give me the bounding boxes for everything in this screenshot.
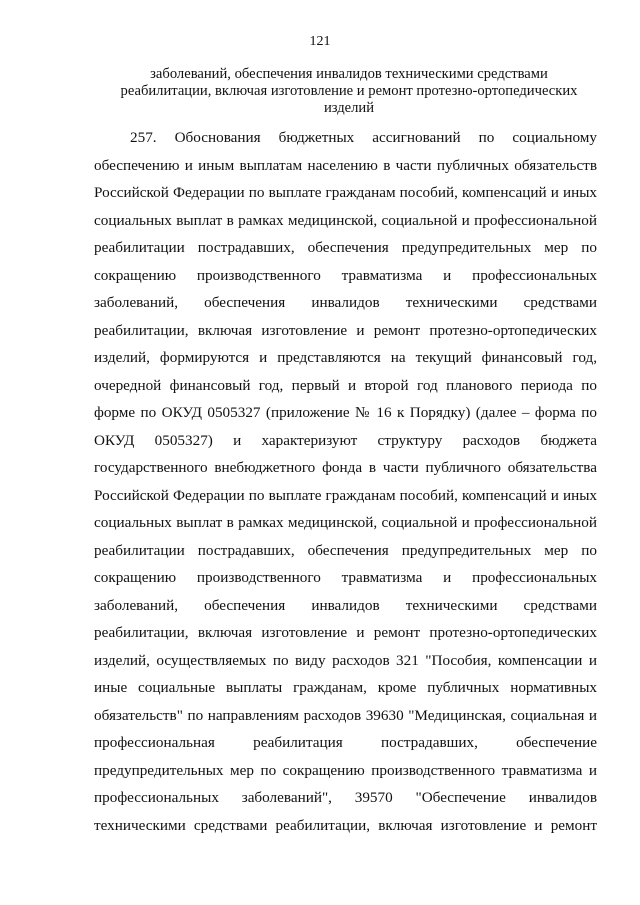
paragraph-line: техническими средствами реабилитации, включая изготовление и ремонт bbox=[94, 816, 597, 834]
paragraph-line: Российской Федерации по выплате гражданам пособий, компенсаций и иных bbox=[94, 184, 597, 201]
heading-line: изделий bbox=[323, 100, 375, 116]
heading-line: заболеваний, обеспечения инвалидов техническими средствами bbox=[150, 66, 548, 82]
paragraph-line: изделий, осуществляемых по виду расходов 321 "Пособия, компенсации и bbox=[94, 651, 597, 669]
paragraph-line: изделий, формируются и представляются на текущий финансовый год, bbox=[94, 349, 597, 366]
paragraph-line: сокращению производственного травматизма и профессиональных bbox=[94, 266, 597, 284]
heading-line: реабилитации, включая изготовление и ремонт протезно-ортопедических bbox=[120, 83, 578, 99]
paragraph-line: заболеваний, обеспечения инвалидов техническими средствами bbox=[94, 294, 597, 311]
paragraph-line: 257. Обоснования бюджетных ассигнований по социальному bbox=[130, 129, 597, 146]
paragraph-line: обеспечению и иным выплатам населению в части публичных обязательств bbox=[94, 156, 597, 174]
paragraph-line: реабилитации, включая изготовление и ремонт протезно-ортопедических bbox=[94, 624, 597, 641]
page-number: 121 bbox=[309, 34, 331, 49]
paragraph-line: заболеваний, обеспечения инвалидов техническими средствами bbox=[94, 596, 597, 614]
section-heading bbox=[96, 66, 602, 117]
paragraph-257 bbox=[94, 124, 597, 839]
paragraph-line: Российской Федерации по выплате гражданам пособий, компенсаций и иных bbox=[94, 486, 597, 504]
paragraph-line: очередной финансовый год, первый и второй год планового периода по bbox=[94, 376, 597, 394]
paragraph-line: профессиональных заболеваний", 39570 "Обеспечение инвалидов bbox=[94, 789, 597, 806]
paragraph-line: реабилитации пострадавших, обеспечения предупредительных мер по bbox=[94, 541, 597, 559]
paragraph-line: профессиональная реабилитация пострадавших, обеспечение bbox=[94, 734, 597, 751]
paragraph-line: предупредительных мер по сокращению производственного травматизма и bbox=[94, 761, 597, 779]
paragraph-line: реабилитации пострадавших, обеспечения предупредительных мер по bbox=[94, 239, 597, 256]
paragraph-line: форме по ОКУД 0505327 (приложение № 16 к Порядку) (далее – форма по bbox=[94, 404, 597, 421]
paragraph-line: государственного внебюджетного фонда в части публичного обязательства bbox=[94, 459, 597, 476]
paragraph-line: ОКУД 0505327) и характеризуют структуру расходов бюджета bbox=[94, 431, 597, 449]
paragraph-line: иные социальные выплаты гражданам, кроме публичных нормативных bbox=[94, 679, 597, 696]
paragraph-line: сокращению производственного травматизма и профессиональных bbox=[94, 569, 597, 586]
paragraph-line: реабилитации, включая изготовление и ремонт протезно-ортопедических bbox=[94, 321, 597, 339]
paragraph-line: обязательств" по направлениям расходов 39630 "Медицинская, социальная и bbox=[94, 706, 597, 724]
paragraph-line: социальных выплат в рамках медицинской, социальной и профессиональной bbox=[94, 211, 597, 229]
paragraph-line: социальных выплат в рамках медицинской, социальной и профессиональной bbox=[94, 514, 597, 531]
